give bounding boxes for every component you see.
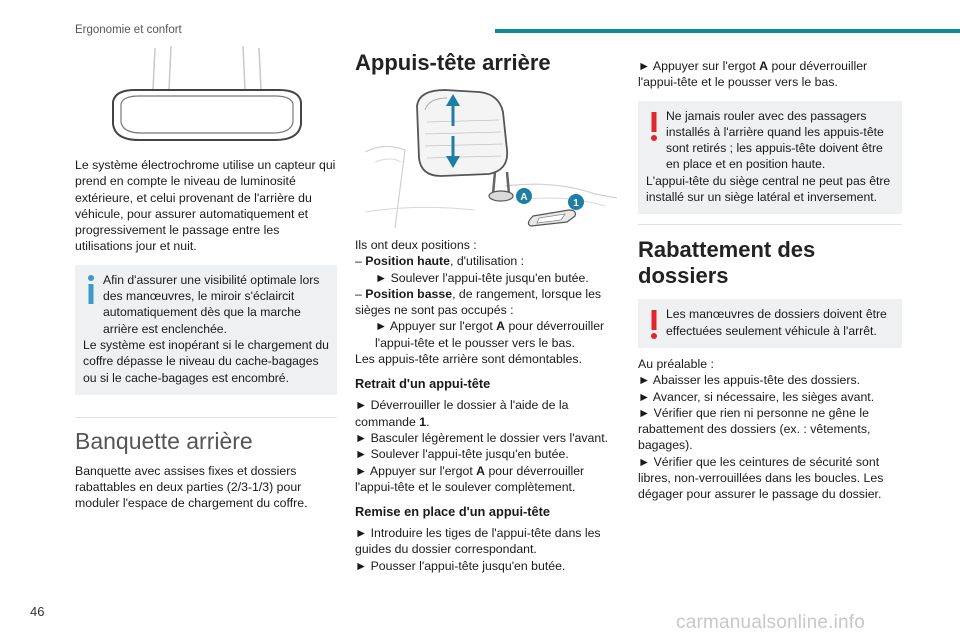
figure-label-1: 1 (573, 198, 579, 209)
info-note-text-2: Le système est inopérant si le chargement du coffre dépasse le niveau du cache-bagages ou si le cache-bagages est encombré. (83, 337, 329, 385)
retrait-step-1: ► Déverrouiller le dossier à l'aide de la commande 1. (355, 398, 569, 429)
warning-note-2 (638, 299, 902, 348)
banquette-title: Banquette arrière (75, 417, 337, 455)
prealable-step-3: ► Vérifier que rien ni personne ne gêne le rabattement des dossiers (ex. : vêtements, bagages). (638, 405, 871, 453)
warning-note-1 (638, 101, 902, 215)
warning-2-text: Les manœuvres de dossiers doivent être effectuées seulement véhicule à l'arrêt. (666, 307, 887, 338)
banquette-text: Banquette avec assises fixes et dossiers rabattables en deux parties (2/3-1/3) pour moduler l'espace de chargement du coffre. (75, 463, 308, 511)
info-icon (85, 274, 105, 306)
info-note-text-1: Afin d'assurer une visibilité optimale lors des manœuvres, le miroir s'éclaircit automatiquement dès que la marche arrière est enclenchée. (103, 272, 320, 336)
header-accent-bar (495, 29, 960, 33)
running-header: Ergonomie et confort (75, 24, 182, 36)
column-2 (355, 44, 617, 574)
position-basse-step: ► Appuyer sur l'ergot A pour déverrouiller l'appui-tête et le pousser vers le bas. (375, 319, 605, 350)
headrest-illustration (355, 82, 617, 228)
retrait-title: Retrait d'un appui-tête (355, 376, 491, 392)
position-haute: – Position haute, d'utilisation : (355, 254, 525, 269)
remise-step-1: ► Introduire les tiges de l'appui-tête dans les guides du dossier correspondant. (355, 526, 601, 557)
retrait-step-3: ► Soulever l'appui-tête jusqu'en butée. (355, 447, 569, 462)
prealable-step-4: ► Vérifier que les ceintures de sécurité sont libres, non-verrouillées dans les boucles. Les dégager pour assurer le passage du dossier. (638, 454, 884, 502)
prealable-step-1: ► Abaisser les appuis-tête des dossiers. (638, 373, 861, 388)
rabattement-title: Rabattement des dossiers (638, 237, 816, 289)
position-basse: – Position basse, de rangement, lorsque les sièges ne sont pas occupés : (355, 286, 602, 318)
remise-title: Remise en place d'un appui-tête (355, 504, 551, 520)
prealable-label: Au préalable : (638, 356, 714, 371)
figure-label-a: A (520, 192, 528, 203)
rabattement-section (638, 224, 902, 502)
column-3 (638, 44, 902, 503)
retrait-step-4: ► Appuyer sur l'ergot A pour déverrouiller l'appui-tête et le soulever complètement. (355, 463, 585, 494)
remise-step-2: ► Pousser l'appui-tête jusqu'en butée. (355, 558, 566, 573)
prealable-step-2: ► Avancer, si nécessaire, les sièges avant. (638, 389, 875, 404)
warning-icon (648, 110, 668, 142)
demontables-text: Les appuis-tête arrière sont démontables. (355, 352, 582, 367)
page-number: 46 (30, 604, 45, 619)
warning-1-text-1: Ne jamais rouler avec des passagers installés à l'arrière quand les appuis-tête sont retirés ; les appuis-tête doivent être en place et en position haute. (666, 108, 884, 172)
positions-intro: Ils ont deux positions : (355, 238, 477, 252)
headrest-title: Appuis-tête arrière (355, 50, 551, 75)
col3-step: ► Appuyer sur l'ergot A pour déverrouiller l'appui-tête et le pousser vers le bas. (638, 59, 868, 90)
column-1 (75, 44, 337, 512)
warning-icon (648, 308, 668, 340)
position-haute-step: ► Soulever l'appui-tête jusqu'en butée. (375, 270, 589, 285)
rearview-mirror-illustration (75, 44, 337, 148)
info-note (75, 265, 337, 395)
warning-1-text-2: L'appui-tête du siège central ne peut pas être installé sur un siège latéral et inversement. (646, 173, 891, 205)
mirror-description: Le système électrochrome utilise un capteur qui prend en compte le niveau de luminosité extérieure, et celui provenant de l'arrière du véhicule, pour assurer automatiquement et progressivement le passage entre les utilisations jour et nuit. (75, 158, 336, 254)
retrait-step-2: ► Basculer légèrement le dossier vers l'avant. (355, 430, 609, 445)
watermark: carmanualsonline.info (676, 612, 866, 633)
